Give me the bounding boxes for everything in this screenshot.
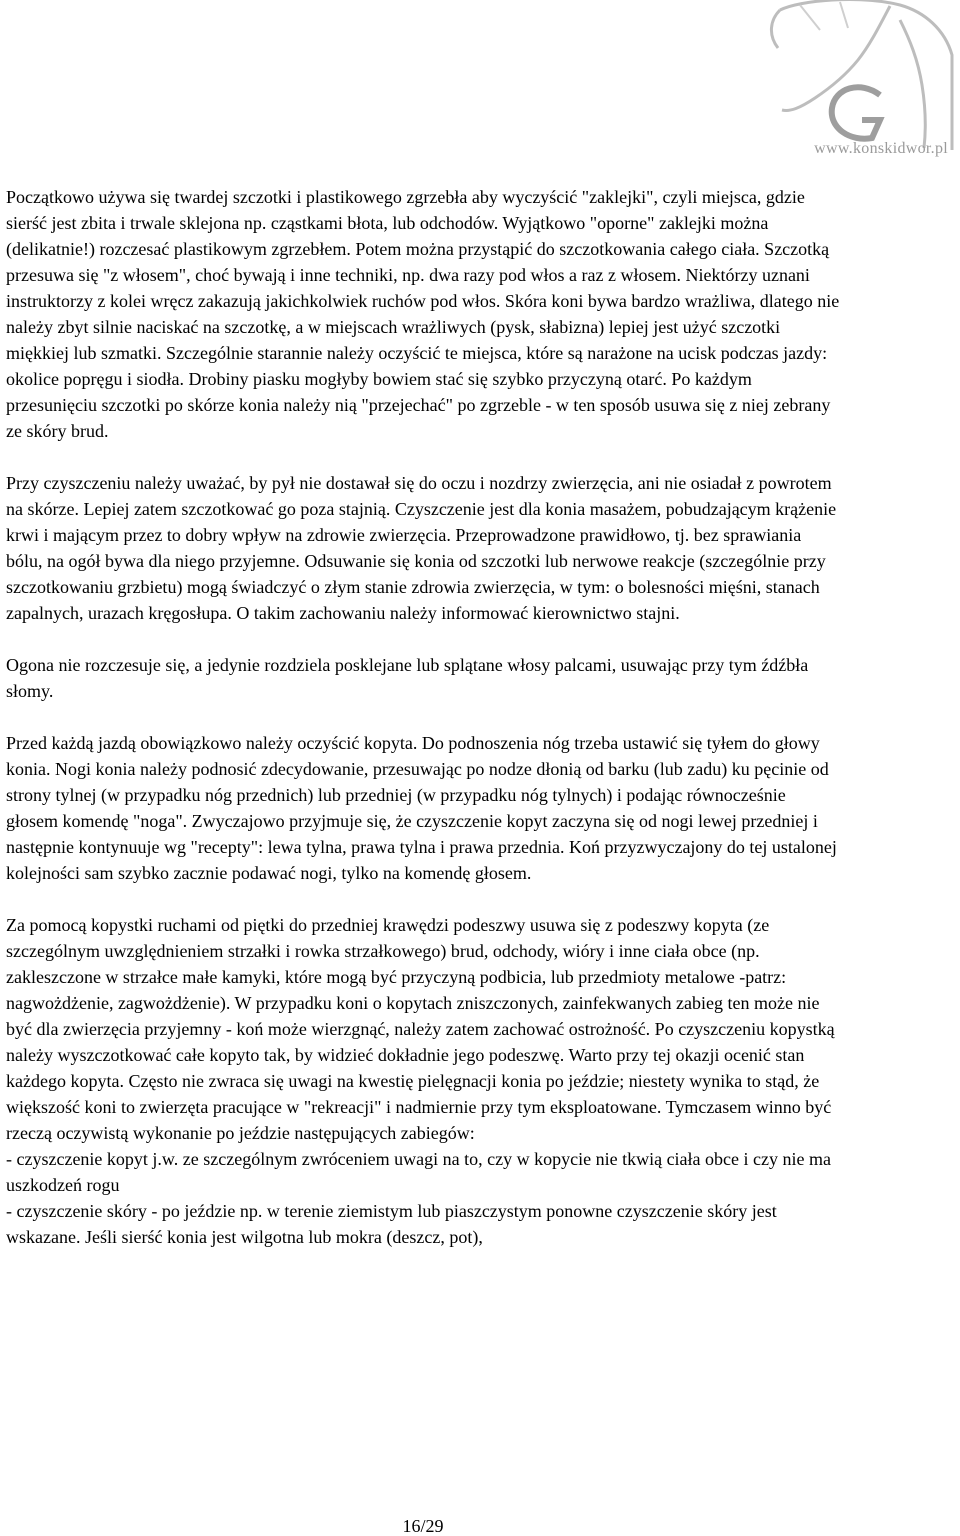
paragraph-tail: Ogona nie rozczesuje się, a jedynie rozdziela posklejane lub splątane włosy palcami, usuwając przy tym źdźbła słomy. xyxy=(6,655,809,701)
horse-head-logo-icon xyxy=(740,0,960,150)
logo-caption: www.konskidwor.pl xyxy=(814,140,948,157)
paragraph-brushing: Początkowo używa się twardej szczotki i plastikowego zgrzebła aby wyczyścić "zaklejki", czyli miejsca, gdzie sierść jest zbita i trwale sklejona np. cząstkami błota, lub odchodów. Wyjątkowo "oporne" zaklejki można (delikatnie!) rozczesać plastikowym zgrzebłem. Potem można przystąpić do szczotkowania całego ciała. Szczotką przesuwa się "z włosem", choć bywają i inne techniki, np. dwa razy pod włos a raz z włosem. Niektórzy uznani instruktorzy z kolei wręcz zakazują jakichkolwiek ruchów pod włos. Skóra koni bywa bardzo wrażliwa, dlatego nie należy zbyt silnie naciskać na szczotkę, a w miejscach wrażliwych (pysk, słabizna) lepiej jest użyć szczotki miękkiej lub szmatki. Szczególnie starannie należy oczyścić te miejsca, które są narażone na ucisk podczas jazdy: okolice popręgu i siodła. Drobiny piasku mogłyby bowiem stać się szybko przyczyną otarć. Po każdym przesunięciu szczotki po skórze konia należy nią "przejechać" po zgrzeble - w ten sposób usuwa się z niej zebrany ze skóry brud. xyxy=(6,187,840,441)
paragraph-hooves: Przed każdą jazdą obowiązkowo należy oczyścić kopyta. Do podnoszenia nóg trzeba ustawić się tyłem do głowy konia. Nogi konia należy podnosić zdecydowanie, przesuwając po nodze dłonią od barku (lub zadu) ku pęcinie od strony tylnej (w przypadku nóg przednich) lub przedniej (w przypadku nóg tylnych) i podając równocześnie głosem komendę "noga". Zwyczajowo przyjmuje się, że czyszczenie kopyt zaczyna się od nogi lewej przedniej i następnie kontynuuje wg "recepty": lewa tylna, prawa tylna i prawa przednia. Koń przyzwyczajony do tej ustalonej kolejności sam szybko zacznie podawać nogi, tylko na komendę głosem. xyxy=(6,733,837,883)
page-number: 16/29 xyxy=(402,1516,444,1536)
document-body xyxy=(6,184,842,1276)
site-logo xyxy=(740,0,960,170)
paragraph-dust-care: Przy czyszczeniu należy uważać, by pył nie dostawał się do oczu i nozdrzy zwierzęcia, ani nie osiadał z powrotem na skórze. Lepiej zatem szczotkować go poza stajnią. Czyszczenie jest dla konia masażem, pobudzającym krążenie krwi i mającym przez to dobry wpływ na zdrowie zwierzęcia. Przeprowadzone prawidłowo, tj. bez sprawiania bólu, na ogół bywa dla niego przyjemne. Odsuwanie się konia od szczotki lub nerwowe reakcje (szczególnie przy szczotkowaniu grzbietu) mogą świadczyć o złym stanie zdrowia zwierzęcia, w tym: o bolesności mięśni, stanach zapalnych, urazach kręgosłupa. O takim zachowaniu należy informować kierownictwo stajni. xyxy=(6,473,837,623)
paragraph-hoof-pick: Za pomocą kopystki ruchami od piętki do przedniej krawędzi podeszwy usuwa się z podeszwy kopyta (ze szczególnym uwzględnieniem strzałki i rowka strzałkowego) brud, odchody, wióry i inne ciała obce (np. zakleszczone w strzałce małe kamyki, które mogą być przyczyną podbicia, lub przedmioty metalowe -patrz: nagwożdżenie, zagwożdżenie). W przypadku koni o kopytach zniszczonych, zainfekwanych zabieg ten może nie być dla zwierzęcia przyjemny - koń może wierzgnąć, należy zatem zachować ostrożność. Po czyszczeniu kopystką należy wyszczotkować całe kopyto tak, by widzieć dokładnie jego podeszwę. Warto przy tej okazji ocenić stan każdego kopyta. Często nie zwraca się uwagi na kwestię pielęgnacji konia po jeździe; niestety wynika to stąd, że większość koni to zwierzęta pracujące w "rekreacji" i nadmiernie przy tym eksploatowane. Tymczasem winno być rzeczą oczywistą wykonanie po jeździe następujących zabiegów: - czyszczenie kopyt j.w. ze szczególnym zwróceniem uwagi na to, czy w kopycie nie tkwią ciała obce i czy nie ma uszkodzeń rogu - czyszczenie skóry - po jeździe np. w terenie ziemistym lub piaszczystym ponowne czyszczenie skóry jest wskazane. Jeśli sierść konia jest wilgotna lub mokra (deszcz, pot), xyxy=(6,915,835,1247)
